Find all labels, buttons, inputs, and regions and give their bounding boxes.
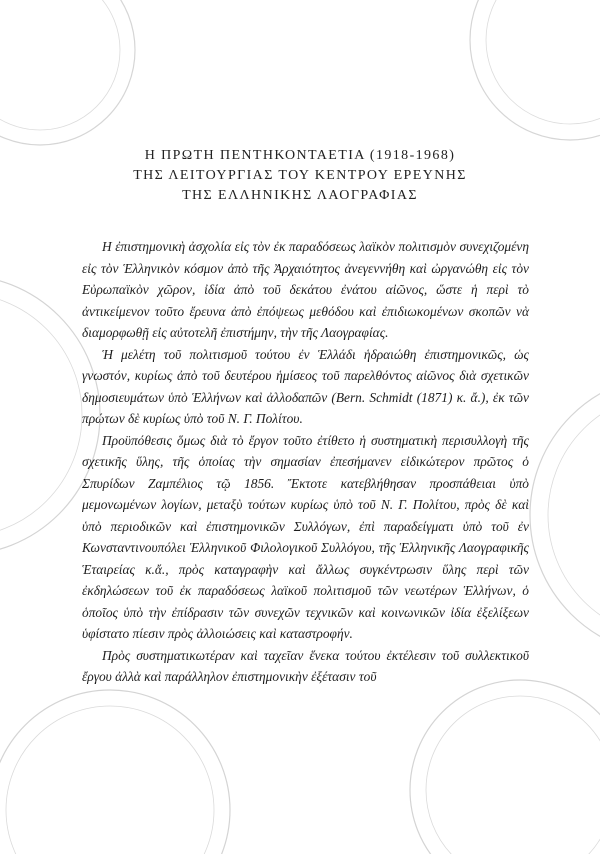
title-line-2: ΤΗΣ ΛΕΙΤΟΥΡΓΙΑΣ ΤΟΥ ΚΕΝΤΡΟΥ ΕΡΕΥΝΗΣ — [133, 168, 467, 183]
paragraph-4: Πρὸς συστηματικωτέραν καὶ ταχεῖαν ἕνεκα τούτου ἐκτέλεσιν τοῦ συλλεκτικοῦ ἔργου ἀλλὰ καὶ παράλληλον ἐπιστημονικὴν ἐξέτασιν τοῦ — [82, 647, 529, 684]
paragraph-3: Προϋπόθεσις ὅμως διὰ τὸ ἔργον τοῦτο ἐτίθετο ἡ συστηματικὴ περισυλλογὴ τῆς σχετικῆς ὕλης, τῆς ὁποίας τὴν σημασίαν ἐπεσήμανεν εἰδικώτερον πρῶτος ὁ Σπυρίδων Ζαμπέλιος τῷ 1856. Ἔκτοτε κατεβλήθησαν προσπάθειαι ὑπὸ μεμονωμένων λογίων, μεταξὺ τούτων κυρίως ὑπὸ τοῦ Ν. Γ. Πολίτου, πρὸς δὲ καὶ ὑπὸ περιοδικῶν καὶ ἐπιστημονικῶν Συλλόγων, ἐπὶ παραδείγματι ὑπὸ τοῦ ἐν Κωνσταντινουπόλει Ἑλληνικοῦ Φιλολογικοῦ Συλλόγου, τῆς Ἑλληνικῆς Λαογραφικῆς Ἑταιρείας κ.ἄ., πρὸς καταγραφὴν καὶ ἄλλως συγκέντρωσιν ὕλης περὶ τῶν ἐκδηλώσεων τοῦ ἐκ παραδόσεως λαϊκοῦ πολιτισμοῦ τῶν νεωτέρων Ἑλλήνων, ὁ ὁποῖος ὑπὸ τὴν ἐπίδρασιν τῶν συνεχῶν τεχνικῶν καὶ κοινωνικῶν ἰδία ἐξελίξεων ὑφίστατο πίεσιν πρὸς ἀλλοιώσεις καὶ καταστροφήν. — [82, 432, 529, 641]
chapter-title — [60, 146, 540, 206]
watermark-stamp-top-right — [430, 0, 600, 170]
body-text — [82, 236, 529, 688]
paragraph-2: Ἡ μελέτη τοῦ πολιτισμοῦ τούτου ἐν Ἑλλάδι ἡδραιώθη ἐπιστημονικῶς, ὡς γνωστόν, κυρίως ἀπὸ τοῦ δευτέρου ἡμίσεος τοῦ παρελθόντος αἰῶνος διὰ σχετικῶν δημοσιευμάτων ὑπὸ Ἑλλήνων καὶ ἀλλοδαπῶν (Bern. Schmidt (1871) κ. ἄ.), ἐκ τῶν πρώτων δὲ κυρίως ὑπὸ τοῦ Ν. Γ. Πολίτου. — [82, 346, 529, 426]
paragraph-1: Η ἐπιστημονικὴ ἀσχολία εἰς τὸν ἐκ παραδόσεως λαϊκὸν πολιτισμὸν συνεχιζομένη εἰς τὸν Ἑλληνικὸν κόσμον ἀπὸ τῆς Ἀρχαιότητος ἀνεγεννήθη καὶ ὠργανώθη εἰς τὸν Εὐρωπαϊκὸν χῶρον, ἰδία ἀπὸ τοῦ δεκάτου ἐνάτου αἰῶνος, ὥστε ἡ περὶ τὸ ἀντικείμενον τοῦτο ἔρευνα ἀπὸ ἐπόψεως μεθόδου καὶ ἐπιδιωκομένων σκοπῶν νὰ διαμορφωθῇ εἰς αὐτοτελῆ ἐπιστήμην, τὴν τῆς Λαογραφίας. — [82, 239, 529, 340]
title-line-1: Η ΠΡΩΤΗ ΠΕΝΤΗΚΟΝΤΑΕΤΙΑ (1918-1968) — [144, 148, 456, 163]
title-line-3: ΤΗΣ ΕΛΛΗΝΙΚΗΣ ΛΑΟΓΡΑΦΙΑΣ — [182, 188, 418, 203]
